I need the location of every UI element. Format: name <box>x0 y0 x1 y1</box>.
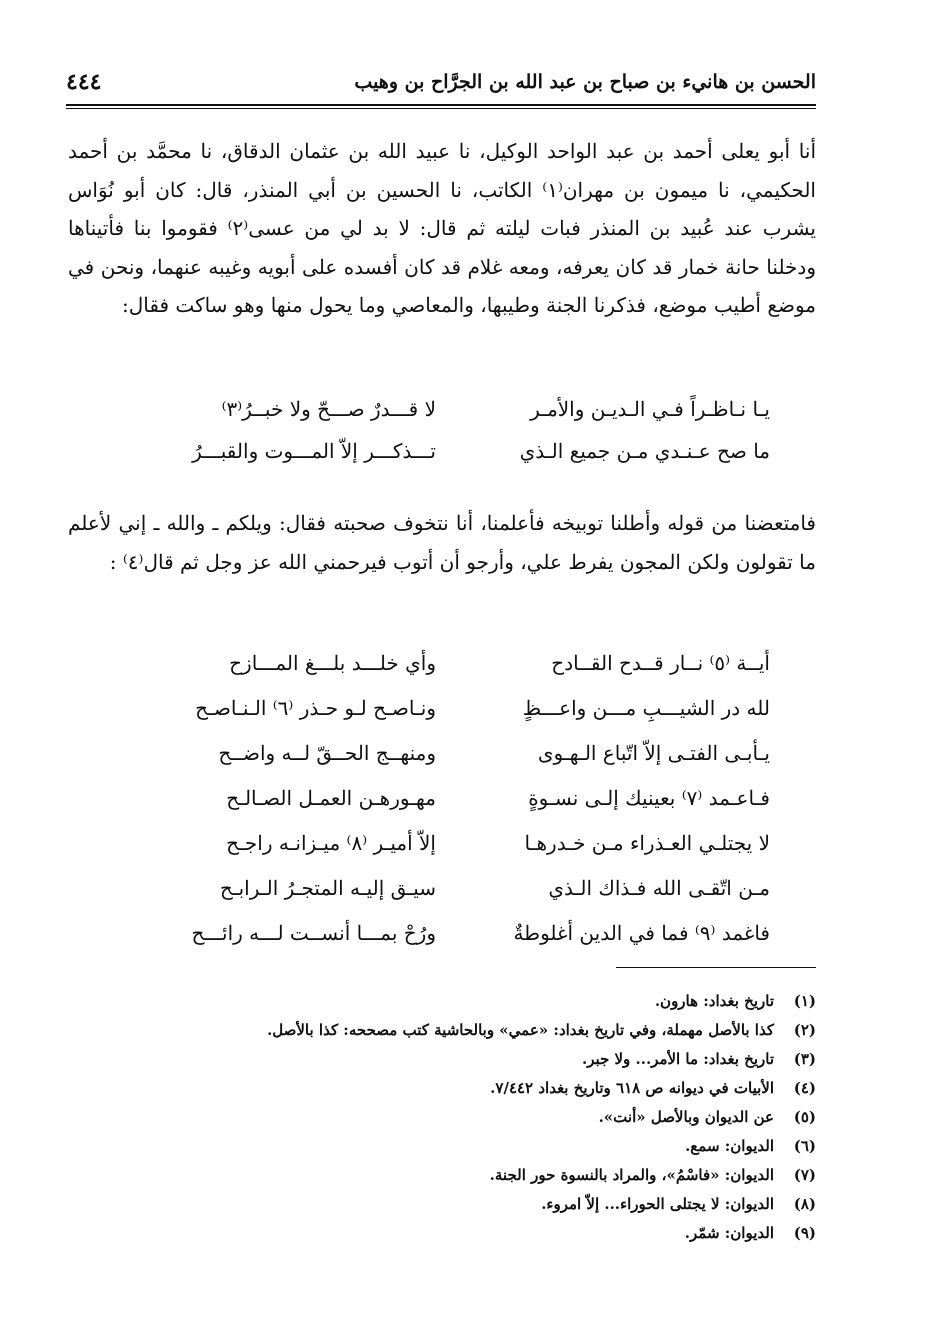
footnote <box>150 1189 816 1218</box>
verse-first-hemistich: لا يجتلـي العـذراء مـن خـدرهـا <box>524 830 770 855</box>
poem-block <box>120 388 770 472</box>
footnote-text: الديوان: شمّر. <box>684 1223 774 1242</box>
body-paragraph: فامتعضنا من قوله وأطلنا توبيخه فأعلمنا، أنا نتخوف صحبته فقال: ويلكم ـ والله ـ إني لأعلم ما تقولون ولكن المجون يفرط علي، وأرجو أن أتوب فيرحمني الله عز وجل ثم قال⁽٤⁾ : <box>68 511 816 574</box>
footnote-number: (١) <box>793 991 816 1010</box>
verse-line <box>120 430 770 472</box>
footnote-text: الديوان: سمع. <box>685 1136 774 1155</box>
verse-first-hemistich: ما صح عـنـدي مـن جميع الـذي <box>519 439 770 463</box>
footnote-number: (٩) <box>793 1223 816 1242</box>
verse-line <box>120 820 770 865</box>
footnote-rule <box>616 967 816 968</box>
footnote <box>150 1218 816 1247</box>
verse-first-hemistich: يـأبـى الفتـى إلاّ اتّباع الـهـوى <box>537 740 770 765</box>
footnote <box>150 1102 816 1131</box>
poem-block <box>120 640 770 955</box>
verse-first-hemistich: يـا نـاظـراً فـي الـديـن والأمـر <box>530 397 770 421</box>
footnote-number: (٣) <box>793 1049 816 1068</box>
verse-line <box>120 685 770 730</box>
footnote-number: (٦) <box>793 1136 816 1155</box>
verse-second-hemistich: ورُحْ بمـــا أنســت لـــه رائـــح <box>191 920 436 945</box>
page-header <box>66 62 816 102</box>
verse-second-hemistich: إلاّ أميـر ⁽٨⁾ ميـزانـه راجـح <box>226 830 436 855</box>
verse-second-hemistich: وأي خلـــد بلـــغ المـــازح <box>229 650 436 675</box>
footnote-text: تاريخ بغداد: هارون. <box>654 991 774 1010</box>
footnote-text: الديوان: «فاسْمُ»، والمراد بالنسوة حور الجنة. <box>489 1165 774 1184</box>
footnote-number: (٥) <box>793 1107 816 1126</box>
footnote-number: (٢) <box>793 1020 816 1039</box>
footnote-number: (٤) <box>793 1078 816 1097</box>
verse-first-hemistich: فـاعـمد ⁽٧⁾ بعينيك إلـى نسـوةٍ <box>528 785 770 810</box>
footnote-text: الأبيات في ديوانه ص ٦١٨ وتاريخ بغداد ٧/٤٤٢. <box>490 1078 774 1097</box>
verse-first-hemistich: مـن اتّقـى الله فـذاك الـذي <box>548 875 770 900</box>
verse-second-hemistich: مهـورهـن العمـل الصـالـح <box>226 785 436 810</box>
footnote-text: الديوان: لا يجتلى الحوراء... إلاّ امروء. <box>541 1194 774 1213</box>
verse-line <box>120 910 770 955</box>
footnote <box>150 1073 816 1102</box>
footnotes <box>150 986 816 1247</box>
verse-second-hemistich: لا قـــدرٌ صـــحّ ولا خبــرُ⁽٣⁾ <box>221 397 436 421</box>
footnote <box>150 1015 816 1044</box>
verse-line <box>120 640 770 685</box>
header-rule <box>66 104 816 109</box>
verse-second-hemistich: ونـاصـح لـو حـذر ⁽٦⁾ الـنـاصـح <box>195 695 436 720</box>
page-number: ٤٤٤ <box>66 69 102 95</box>
verse-second-hemistich: تـــذكـــر إلاّ المـــوت والقبـــرُ <box>192 439 436 463</box>
verse-second-hemistich: ومنهــج الحــقّ لــه واضــح <box>218 740 436 765</box>
verse-first-hemistich: لله در الشيـــبِ مـــن واعـــظٍ <box>522 695 770 720</box>
footnote <box>150 1160 816 1189</box>
footnote-number: (٧) <box>793 1165 816 1184</box>
verse-line <box>120 730 770 775</box>
footnote-text: عن الديوان وبالأصل «أنت». <box>598 1107 774 1126</box>
footnote-text: تاريخ بغداد: ما الأمر... ولا جبر. <box>581 1049 774 1068</box>
verse-line <box>120 388 770 430</box>
footnote-number: (٨) <box>793 1194 816 1213</box>
footnote <box>150 986 816 1015</box>
footnote <box>150 1044 816 1073</box>
verse-second-hemistich: سيـق إليـه المتجـرُ الـرابـح <box>219 875 436 900</box>
verse-line <box>120 775 770 820</box>
verse-line <box>120 865 770 910</box>
verse-first-hemistich: فاغمد ⁽٩⁾ فما في الدين أغلوطةٌ <box>513 920 770 945</box>
footnote-text: كذا بالأصل مهملة، وفي تاريخ بغداد: «عمي» وبالحاشية كتب مصححه: كذا بالأصل. <box>267 1020 774 1039</box>
running-title: الحسن بن هانيء بن صباح بن عبد الله بن الجرَّاح بن وهيب <box>354 71 816 93</box>
verse-first-hemistich: أيــة ⁽٥⁾ نــار قــدح القــادح <box>551 650 770 675</box>
body-paragraph: أنا أبو يعلى أحمد بن عبد الواحد الوكيل، نا عبيد الله بن عثمان الدقاق، نا محمَّد بن أحمد الحكيمي، نا ميمون بن مهران⁽١⁾ الكاتب، نا الحسين بن أبي المنذر، قال: كان أبو نُوَاس يشرب عند عُبيد بن المنذر فبات ليلته ثم قال: لا بد لي من عسى⁽٢⁾ فقوموا بنا فأتيناها ودخلنا حانة خمار قد كان يعرفه، ومعه غلام قد كان أفسده على أبويه وغيبه عنهما، ونحن في موضع أطيب موضع، فذكرنا الجنة وطيبها، والمعاصي وما يحول منها وهو ساكت فقال: <box>68 139 817 317</box>
footnote <box>150 1131 816 1160</box>
